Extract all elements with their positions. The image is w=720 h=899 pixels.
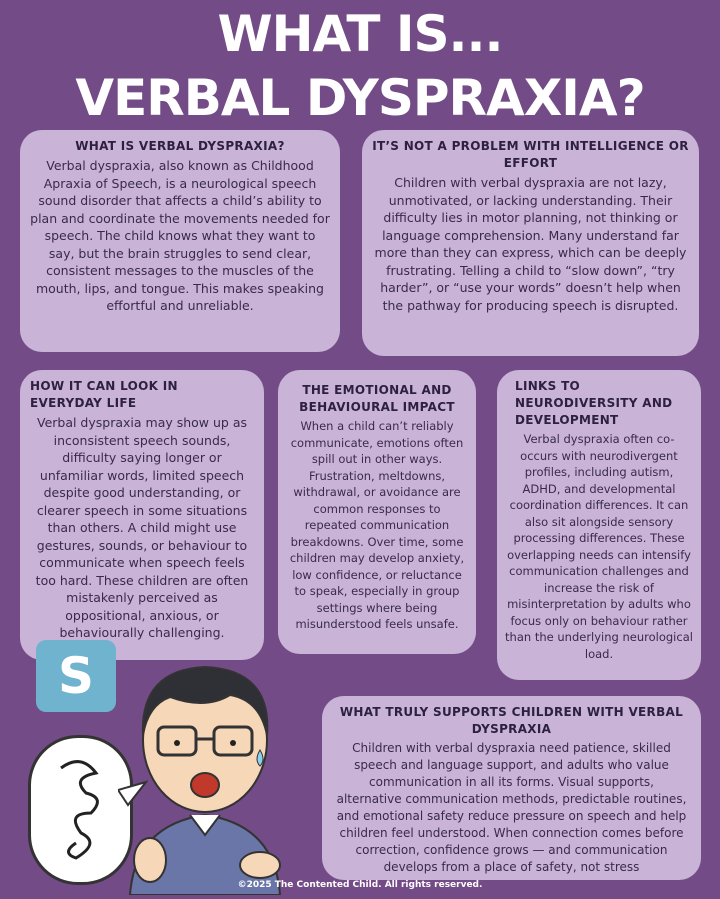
card-body: Children with verbal dyspraxia are not lazy, unmotivated, or lacking understanding. Their difficulty lies in motor planning, not thinking or language comprehension. Many understand far more than they can express, which can be deeply frustrating. Telling a child to “slow down”, “try harder”, or “use your words” doesn’t help when the pathway for producing speech is disrupted. (374, 175, 687, 313)
card-body: Children with verbal dyspraxia need patience, skilled speech and language support, and adults who value communication in all its forms. Visual supports, alternative communication methods, predictable routines, and emotional safety reduce pressure on speech and help children feel understood. When connection comes before correction, confidence grows — and communication develops from a place of safety, not stress (336, 741, 687, 874)
card-body: Verbal dyspraxia often co-occurs with neurodivergent profiles, including autism, ADHD, and developmental coordination differences. It can also sit alongside sensory processing differences. These overlapping needs can intensify communication challenges and increase the risk of misinterpretation by adults who focus only on behaviour rather than the underlying neurological load. (505, 432, 693, 661)
title-line-2: VERBAL DYSPRAXIA? (75, 69, 645, 127)
card-supports (322, 696, 701, 880)
card-heading: LINKS TO NEURODIVERSITY AND DEVELOPMENT (515, 379, 673, 427)
brand-logo-icon: S (36, 640, 116, 712)
card-body: Verbal dyspraxia, also known as Childhood Apraxia of Speech, is a neurological speech sound disorder that affects a child’s ability to plan and coordinate the movements needed for speech. The child knows what they want to say, but the brain struggles to send clear, consistent messages to the muscles of the mouth, lips, and tongue. This makes speaking effortful and unreliable. (30, 158, 330, 313)
card-heading: WHAT IS VERBAL DYSPRAXIA? (75, 139, 285, 153)
card-not-intelligence (362, 130, 699, 356)
card-body: When a child can’t reliably communicate, emotions often spill out in other ways. Frustration, meltdowns, withdrawal, or avoidance are common responses to repeated communication breakdowns. Over time, some children may develop anxiety, low confidence, or reluctance to speak, especially in group settings where being misunderstood feels unsafe. (289, 419, 465, 631)
card-heading: WHAT TRULY SUPPORTS CHILDREN WITH VERBAL DYSPRAXIA (339, 705, 684, 736)
card-emotional (278, 370, 476, 654)
worried-person-icon (110, 655, 300, 895)
card-what-is (20, 130, 340, 352)
copyright-text: ©2025 The Contented Child. All rights reserved. (237, 880, 483, 890)
title-line-1: WHAT IS... (217, 5, 503, 63)
card-neurodiversity (497, 370, 701, 680)
card-everyday (20, 370, 264, 660)
card-body: Verbal dyspraxia may show up as inconsistent speech sounds, difficulty saying longer or unfamiliar words, limited speech despite good understanding, or clearer speech in some situations than others. A child might use gestures, sounds, or behaviour to communicate when speech feels too hard. These children are often mistakenly perceived as oppositional, anxious, or behaviourally challenging. (35, 415, 249, 640)
card-heading: HOW IT CAN LOOK IN EVERYDAY LIFE (30, 379, 178, 410)
card-heading: THE EMOTIONAL AND BEHAVIOURAL IMPACT (299, 383, 455, 414)
card-heading: IT’S NOT A PROBLEM WITH INTELLIGENCE OR EFFORT (372, 139, 689, 170)
